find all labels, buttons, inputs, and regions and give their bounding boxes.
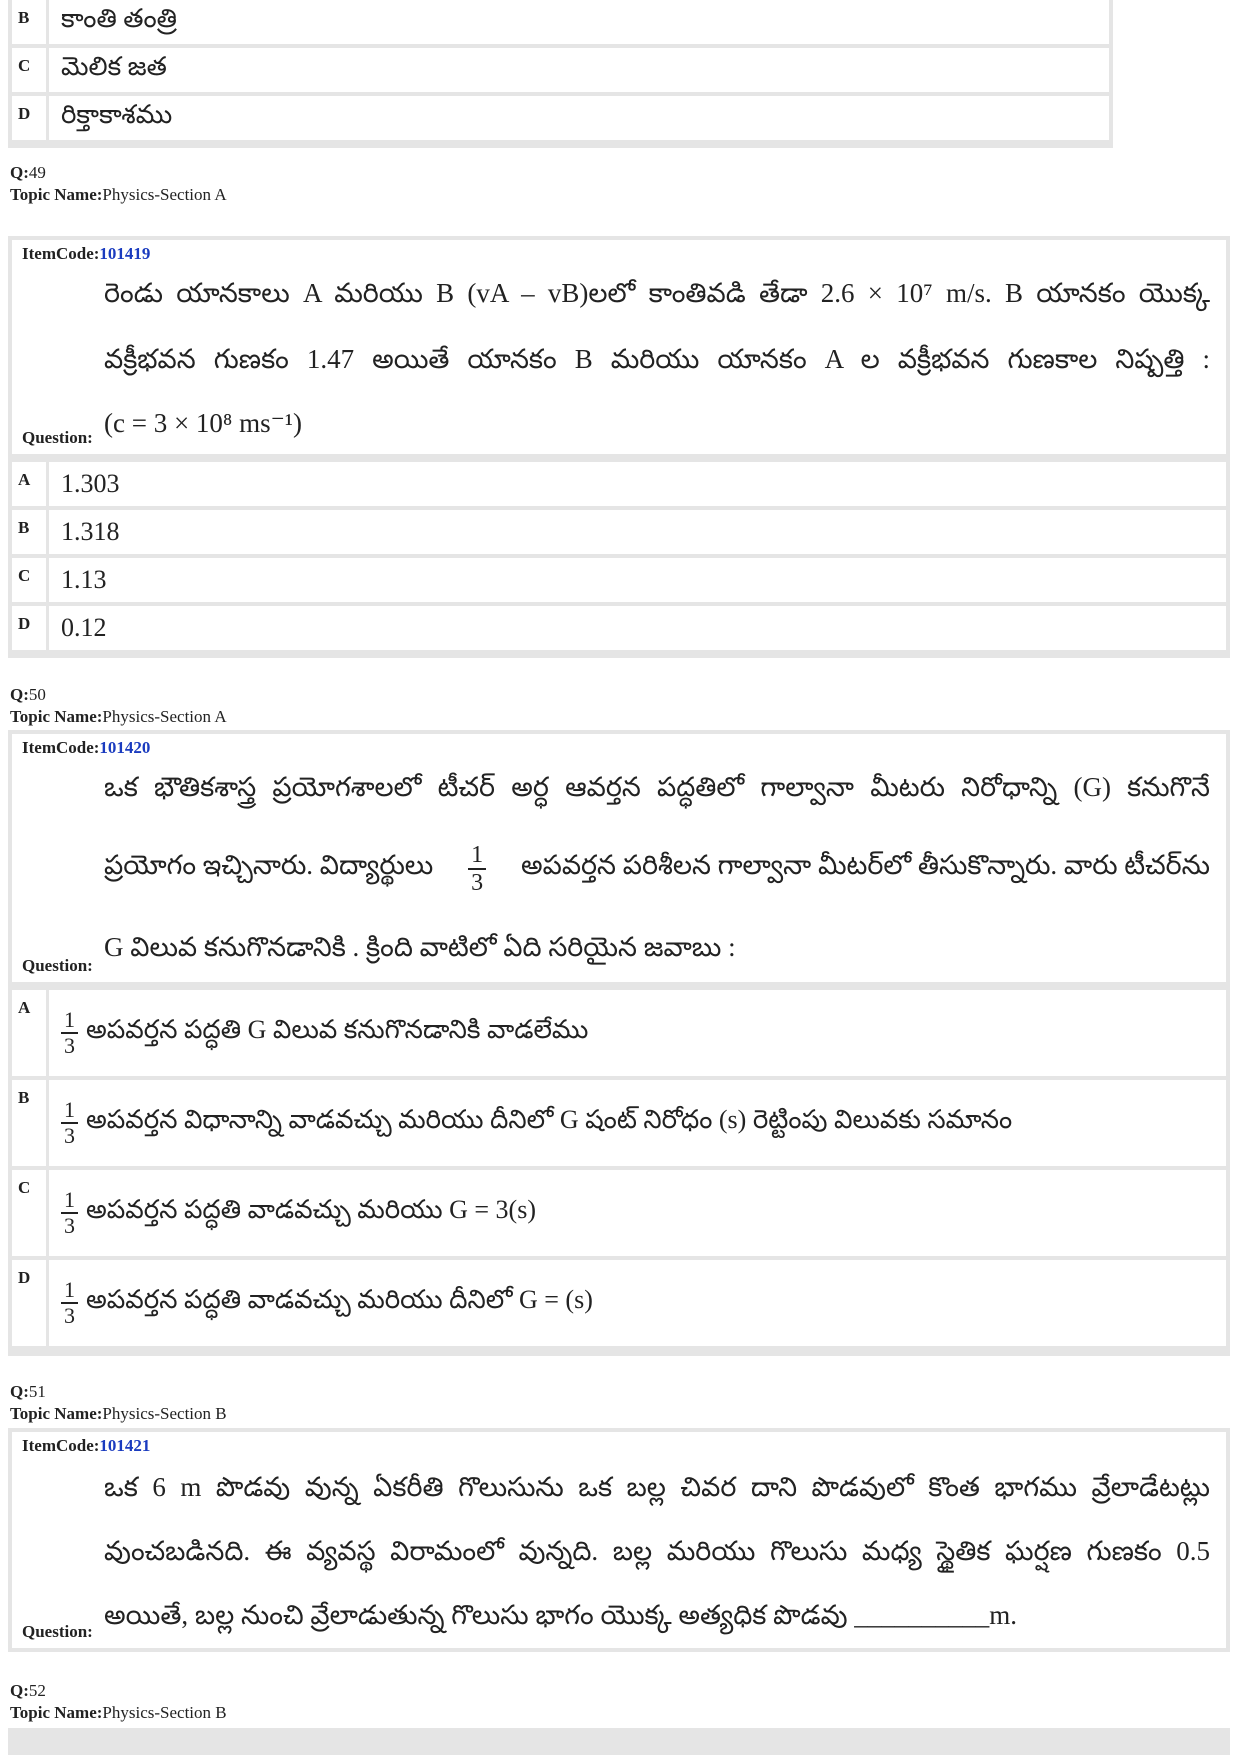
fraction-denominator: 3 (64, 1213, 75, 1238)
q-label: Q: (10, 1382, 29, 1401)
option-letter: D (18, 614, 31, 633)
option-letter: C (18, 1178, 31, 1197)
option-text: 1.303 (46, 462, 1226, 506)
question-line-1: ఒక భౌతికశాస్త్ర ప్రయోగశాలలో టీచర్ అర్ధ ఆవర్తన పద్ధతిలో గాల్వానా మీటరు నిరోధాన్ని (G) కనుగొనే (104, 772, 1210, 802)
topic-label: Topic Name: (10, 1404, 103, 1423)
option-letter: D (18, 104, 31, 123)
itemcode-label: ItemCode: (22, 1436, 100, 1455)
q50-option-c[interactable] (12, 1170, 1226, 1256)
q49-header (10, 162, 227, 206)
option-text: 1.318 (46, 510, 1226, 554)
q49-option-b[interactable] (12, 510, 1226, 554)
q52-header (10, 1680, 227, 1724)
option-letter: A (18, 998, 31, 1017)
q-number: 52 (28, 1681, 46, 1700)
fraction-numerator: 1 (61, 1188, 78, 1214)
q52-question-box-edge (8, 1728, 1230, 1755)
option-text (46, 1260, 1226, 1346)
question-panel (12, 734, 1226, 982)
q48-options (8, 0, 1113, 148)
itemcode-value: 101421 (99, 1436, 151, 1455)
q50-option-d[interactable] (12, 1260, 1226, 1346)
fraction-numerator: 1 (468, 842, 486, 870)
option-text-body: అపవర్తన పద్ధతి G విలువ కనుగొనడానికి వాడలేము (86, 1015, 589, 1044)
option-text-body: అపవర్తన పద్ధతి వాడవచ్చు మరియు దీనిలో G = (s) (86, 1285, 593, 1314)
itemcode-value: 101420 (99, 738, 151, 757)
fraction-one-third (61, 1098, 78, 1148)
itemcode (22, 1436, 150, 1456)
option-text: కాంతి తంత్రి (46, 0, 1109, 44)
topic-name: Physics-Section B (102, 1404, 227, 1423)
question-line-1: ఒక 6 m పొడవు వున్న ఏకరీతి గొలుసును ఒక బల్ల చివర దాని పొడవులో కొంత భాగము వ్రేలాడేటట్లు (104, 1472, 1210, 1502)
option-letter: B (18, 8, 30, 27)
option-text: మెలిక జత (46, 48, 1109, 92)
question-label: Question: (22, 956, 93, 975)
q-label: Q: (10, 1681, 29, 1700)
question-label: Question: (22, 1622, 93, 1641)
q-label: Q: (10, 163, 29, 182)
q51-question-box (8, 1428, 1230, 1652)
q-number: 49 (28, 163, 46, 182)
topic-name: Physics-Section B (102, 1703, 227, 1722)
q50-option-b[interactable] (12, 1080, 1226, 1166)
itemcode-label: ItemCode: (22, 738, 100, 757)
q48-option-d[interactable] (12, 96, 1109, 140)
question-line-2-start: ప్రయోగం ఇచ్చినారు. విద్యార్థులు (104, 850, 434, 880)
question-line-2-end: అపవర్తన పరిశీలన గాల్వానా మీటర్‌లో తీసుకొన్నారు. వారు టీచర్‌ను (521, 850, 1210, 880)
option-letter: C (18, 56, 31, 75)
q49-option-d[interactable] (12, 606, 1226, 650)
topic-label: Topic Name: (10, 185, 103, 204)
fraction-denominator: 3 (64, 1033, 75, 1058)
q50-question-box (8, 730, 1230, 986)
itemcode (22, 244, 150, 264)
itemcode-label: ItemCode: (22, 244, 100, 263)
question-line-2: వుంచబడినది. ఈ వ్యవస్థ విరామంలో వున్నది. బల్ల మరియు గొలుసు మధ్య స్థైతిక ఘర్షణ గుణకం 0.5 (104, 1536, 1210, 1566)
q50-option-a[interactable] (12, 990, 1226, 1076)
fraction-numerator: 1 (61, 1008, 78, 1034)
question-panel (12, 1432, 1226, 1648)
itemcode-value: 101419 (99, 244, 151, 263)
option-text: 1.13 (46, 558, 1226, 602)
fraction-numerator: 1 (61, 1098, 78, 1124)
q49-options (8, 458, 1230, 658)
q-number: 50 (28, 685, 46, 704)
q51-header (10, 1381, 227, 1425)
question-line-2: వక్రీభవన గుణకం 1.47 అయితే యానకం B మరియు యానకం A ల వక్రీభవన గుణకాల నిష్పత్తి : (104, 344, 1210, 374)
q49-question-box (8, 236, 1230, 458)
question-panel (12, 240, 1226, 454)
topic-label: Topic Name: (10, 707, 103, 726)
itemcode (22, 738, 150, 758)
q48-option-c[interactable] (12, 48, 1109, 92)
topic-name: Physics-Section A (102, 185, 227, 204)
fraction-one-third (61, 1008, 78, 1058)
option-letter: C (18, 566, 31, 585)
fraction-numerator: 1 (61, 1278, 78, 1304)
q48-option-b[interactable] (12, 0, 1109, 44)
q49-option-c[interactable] (12, 558, 1226, 602)
q49-option-a[interactable] (12, 462, 1226, 506)
question-label: Question: (22, 428, 93, 447)
option-letter: B (18, 1088, 30, 1107)
question-line-3: అయితే, బల్ల నుంచి వ్రేలాడుతున్న గొలుసు భాగం యొక్క అత్యధిక పొడవు __________m. (104, 1600, 1018, 1630)
topic-label: Topic Name: (10, 1703, 103, 1722)
question-line-3: (c = 3 × 10⁸ ms⁻¹) (104, 408, 302, 438)
option-text (46, 990, 1226, 1076)
option-text (46, 1170, 1226, 1256)
option-letter: D (18, 1268, 31, 1287)
fraction-one-third (61, 1188, 78, 1238)
option-text-body: అపవర్తన పద్ధతి వాడవచ్చు మరియు G = 3(s) (86, 1195, 536, 1224)
option-letter: A (18, 470, 31, 489)
fraction-one-third (61, 1278, 78, 1328)
question-line-2 (104, 842, 1210, 896)
q-label: Q: (10, 685, 29, 704)
fraction-denominator: 3 (64, 1303, 75, 1328)
topic-name: Physics-Section A (102, 707, 227, 726)
option-text-body: అపవర్తన విధానాన్ని వాడవచ్చు మరియు దీనిలో G షంట్ నిరోధం (s) రెట్టింపు విలువకు సమానం (86, 1105, 1013, 1134)
q50-options (8, 986, 1230, 1356)
option-text: రిక్తాకాశము (46, 96, 1109, 140)
option-letter: B (18, 518, 30, 537)
question-line-1: రెండు యానకాలు A మరియు B (vA – vB)లలో కాంతివడి తేడా 2.6 × 10⁷ m/s. B యానకం యొక్క (104, 278, 1210, 308)
fraction-denominator: 3 (471, 870, 484, 896)
fraction-denominator: 3 (64, 1123, 75, 1148)
question-line-3: G విలువ కనుగొనడానికి . క్రింది వాటిలో ఏది సరియైన జవాబు : (104, 932, 736, 962)
q50-header (10, 684, 227, 728)
q-number: 51 (28, 1382, 46, 1401)
option-text: 0.12 (46, 606, 1226, 650)
option-text (46, 1080, 1226, 1166)
fraction-one-third (468, 842, 486, 896)
